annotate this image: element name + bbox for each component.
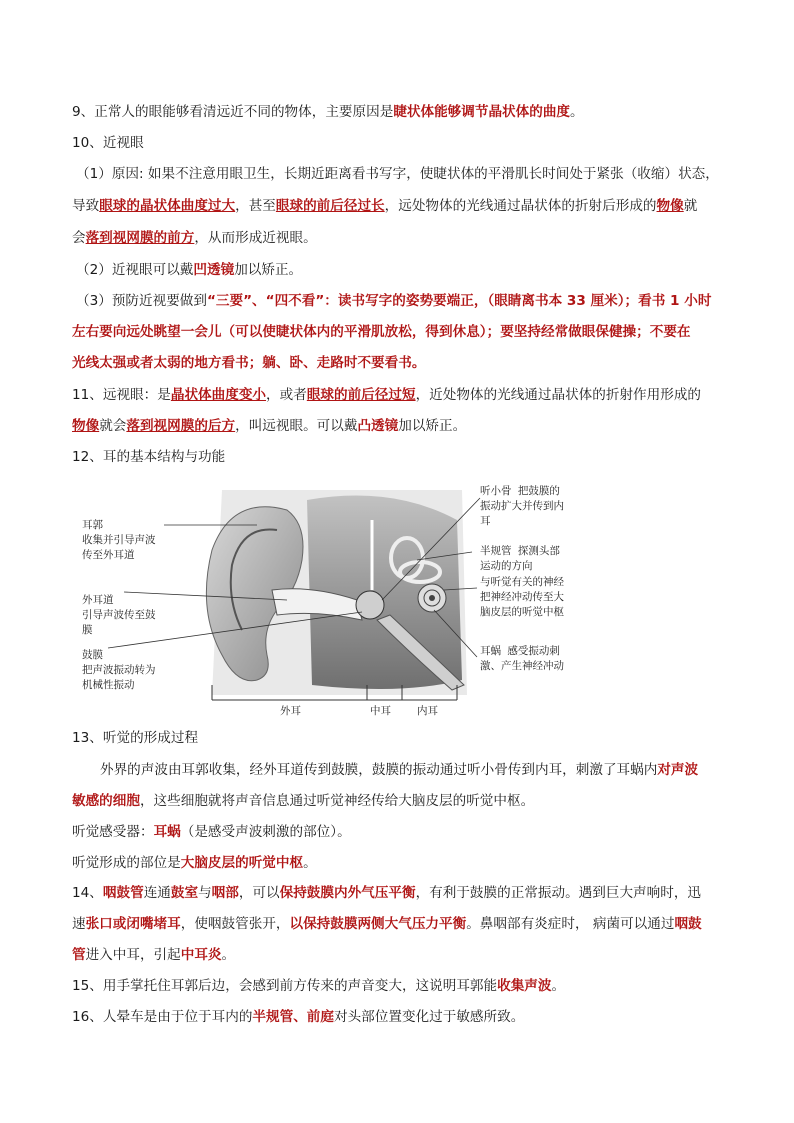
label-eardrum: 鼓膜 把声波振动转为 机械性振动 [82,649,156,691]
item-10-3-line-3: 光线太强或者太弱的地方看书；躺、卧、走路时不要看书。 [72,355,426,371]
item-10-title: 10、近视眼 [72,135,144,151]
item-14-line-2: 速张口或闭嘴堵耳，使咽鼓管张开，以保持鼓膜两侧大气压力平衡。鼻咽部有炎症时， 病菌可以通过咽鼓 [72,916,702,932]
ear-structure-figure [72,480,597,720]
item-11-line-1: 11、远视眼：是晶状体曲度变小，或者眼球的前后径过短，近处物体的光线通过晶状体的折射作用形成的 [72,387,702,403]
highlight: 管 [72,947,86,963]
highlight: 晶状体曲度变小 [170,387,267,403]
item-10-1-line-2: 导致眼球的晶状体曲度过大，甚至眼球的前后径过长，远处物体的光线通过晶状体的折射后形成的物像就 [72,198,698,214]
item-15: 15、用手掌托住耳郭后边，会感到前方传来的声音变大，这说明耳郭能收集声波。 [72,978,566,994]
highlight: 咽鼓 [674,916,702,932]
item-10-2: （2）近视眼可以戴凹透镜加以矫正。 [76,262,303,278]
item-10-3-line-2: 左右要向远处眺望一会儿（可以使睫状体内的平滑肌放松，得到休息）；要坚持经常做眼保健操；不要在 [72,324,691,340]
highlight: 鼓室 [170,885,199,901]
highlight: 以保持鼓膜两侧大气压力平衡 [289,916,467,932]
highlight: 半规管、前庭 [252,1009,334,1025]
highlight: 咽鼓管 [102,885,144,901]
item-13-line-1: 外界的声波由耳郭收集，经外耳道传到鼓膜，鼓膜的振动通过听小骨传到内耳，刺激了耳蜗内对声波 [100,762,699,778]
item-11-line-2: 物像就会落到视网膜的后方，叫远视眼。可以戴凸透镜加以矫正。 [72,418,467,434]
highlight: 眼球的前后径过短 [306,387,416,403]
label-outer-ear: 外耳 [280,705,301,717]
highlight: 对声波 [657,762,699,778]
highlight: 咽部 [211,885,239,901]
highlight: 落到视网膜的后方 [126,418,236,434]
highlight: 凸透镜 [357,418,399,434]
item-10-1-line-3: 会落到视网膜的前方，从而形成近视眼。 [72,230,317,246]
item-12-title: 12、耳的基本结构与功能 [72,449,226,465]
label-cochlea: 耳蜗 感受振动刺 激、产生神经冲动 [480,645,564,672]
label-ossicles: 听小骨 把鼓膜的 振动扩大并传到内 耳 [480,485,564,527]
item-14-line-1: 14、咽鼓管连通鼓室与咽部，可以保持鼓膜内外气压平衡，有利于鼓膜的正常振动。遇到巨大声响时，迅 [72,885,702,901]
item-13-line-2: 敏感的细胞，这些细胞就将声音信息通过听觉神经传给大脑皮层的听觉中枢。 [72,793,535,809]
highlight: 大脑皮层的听觉中枢 [180,855,304,871]
item-14-line-3: 管进入中耳，引起中耳炎。 [72,947,236,963]
highlight: 睫状体能够调节晶状体的曲度 [393,104,571,120]
label-auditory-nerve: 与听觉有关的神经 把神经冲动传至大 脑皮层的听觉中枢 [480,576,564,618]
label-auricle: 耳郭 收集并引导声波 传至外耳道 [82,519,156,561]
highlight: 中耳炎 [180,947,222,963]
highlight: 保持鼓膜内外气压平衡 [279,885,416,901]
label-inner-ear: 内耳 [417,705,438,717]
highlight: 敏感的细胞 [72,793,140,809]
label-semicircular-canals: 半规管 探测头部 运动的方向 [480,545,560,572]
item-9: 9、正常人的眼能够看清远近不同的物体，主要原因是睫状体能够调节晶状体的曲度。 [72,104,584,120]
highlight: 物像 [656,198,684,214]
highlight: 物像 [72,418,100,434]
item-10-1-line-1: （1）原因: 如果不注意用眼卫生，长期近距离看书写字，使睫状体的平滑肌长时间处于紧张（收缩）状态， [76,166,719,182]
item-16: 16、人晕车是由于位于耳内的半规管、前庭对头部位置变化过于敏感所致。 [72,1009,525,1025]
highlight: 落到视网膜的前方 [85,230,195,246]
item-10-3-line-1: （3）预防近视要做到“三要”、“四不看”：读书写字的姿势要端正，（眼睛离书本 33 厘米）；看书 1 小时 [76,293,712,309]
label-ear-canal: 外耳道 引导声波传至鼓 膜 [82,594,156,636]
item-13-receptor: 听觉感受器：耳蜗（是感受声波刺激的部位）。 [72,824,351,840]
highlight: 眼球的前后径过长 [275,198,385,214]
highlight: 耳蜗 [153,824,181,840]
item-13-site: 听觉形成的部位是大脑皮层的听觉中枢。 [72,855,317,871]
highlight: “三要”、“四不看”：读书写字的姿势要端正，（眼睛离书本 33 厘米）；看书 1 小时 [207,293,712,309]
item-13-title: 13、听觉的形成过程 [72,730,199,746]
highlight: 收集声波 [497,978,552,994]
highlight: 眼球的晶状体曲度过大 [99,198,236,214]
highlight: 凹透镜 [193,262,235,278]
label-middle-ear: 中耳 [370,705,391,717]
highlight: 张口或闭嘴堵耳 [85,916,181,932]
